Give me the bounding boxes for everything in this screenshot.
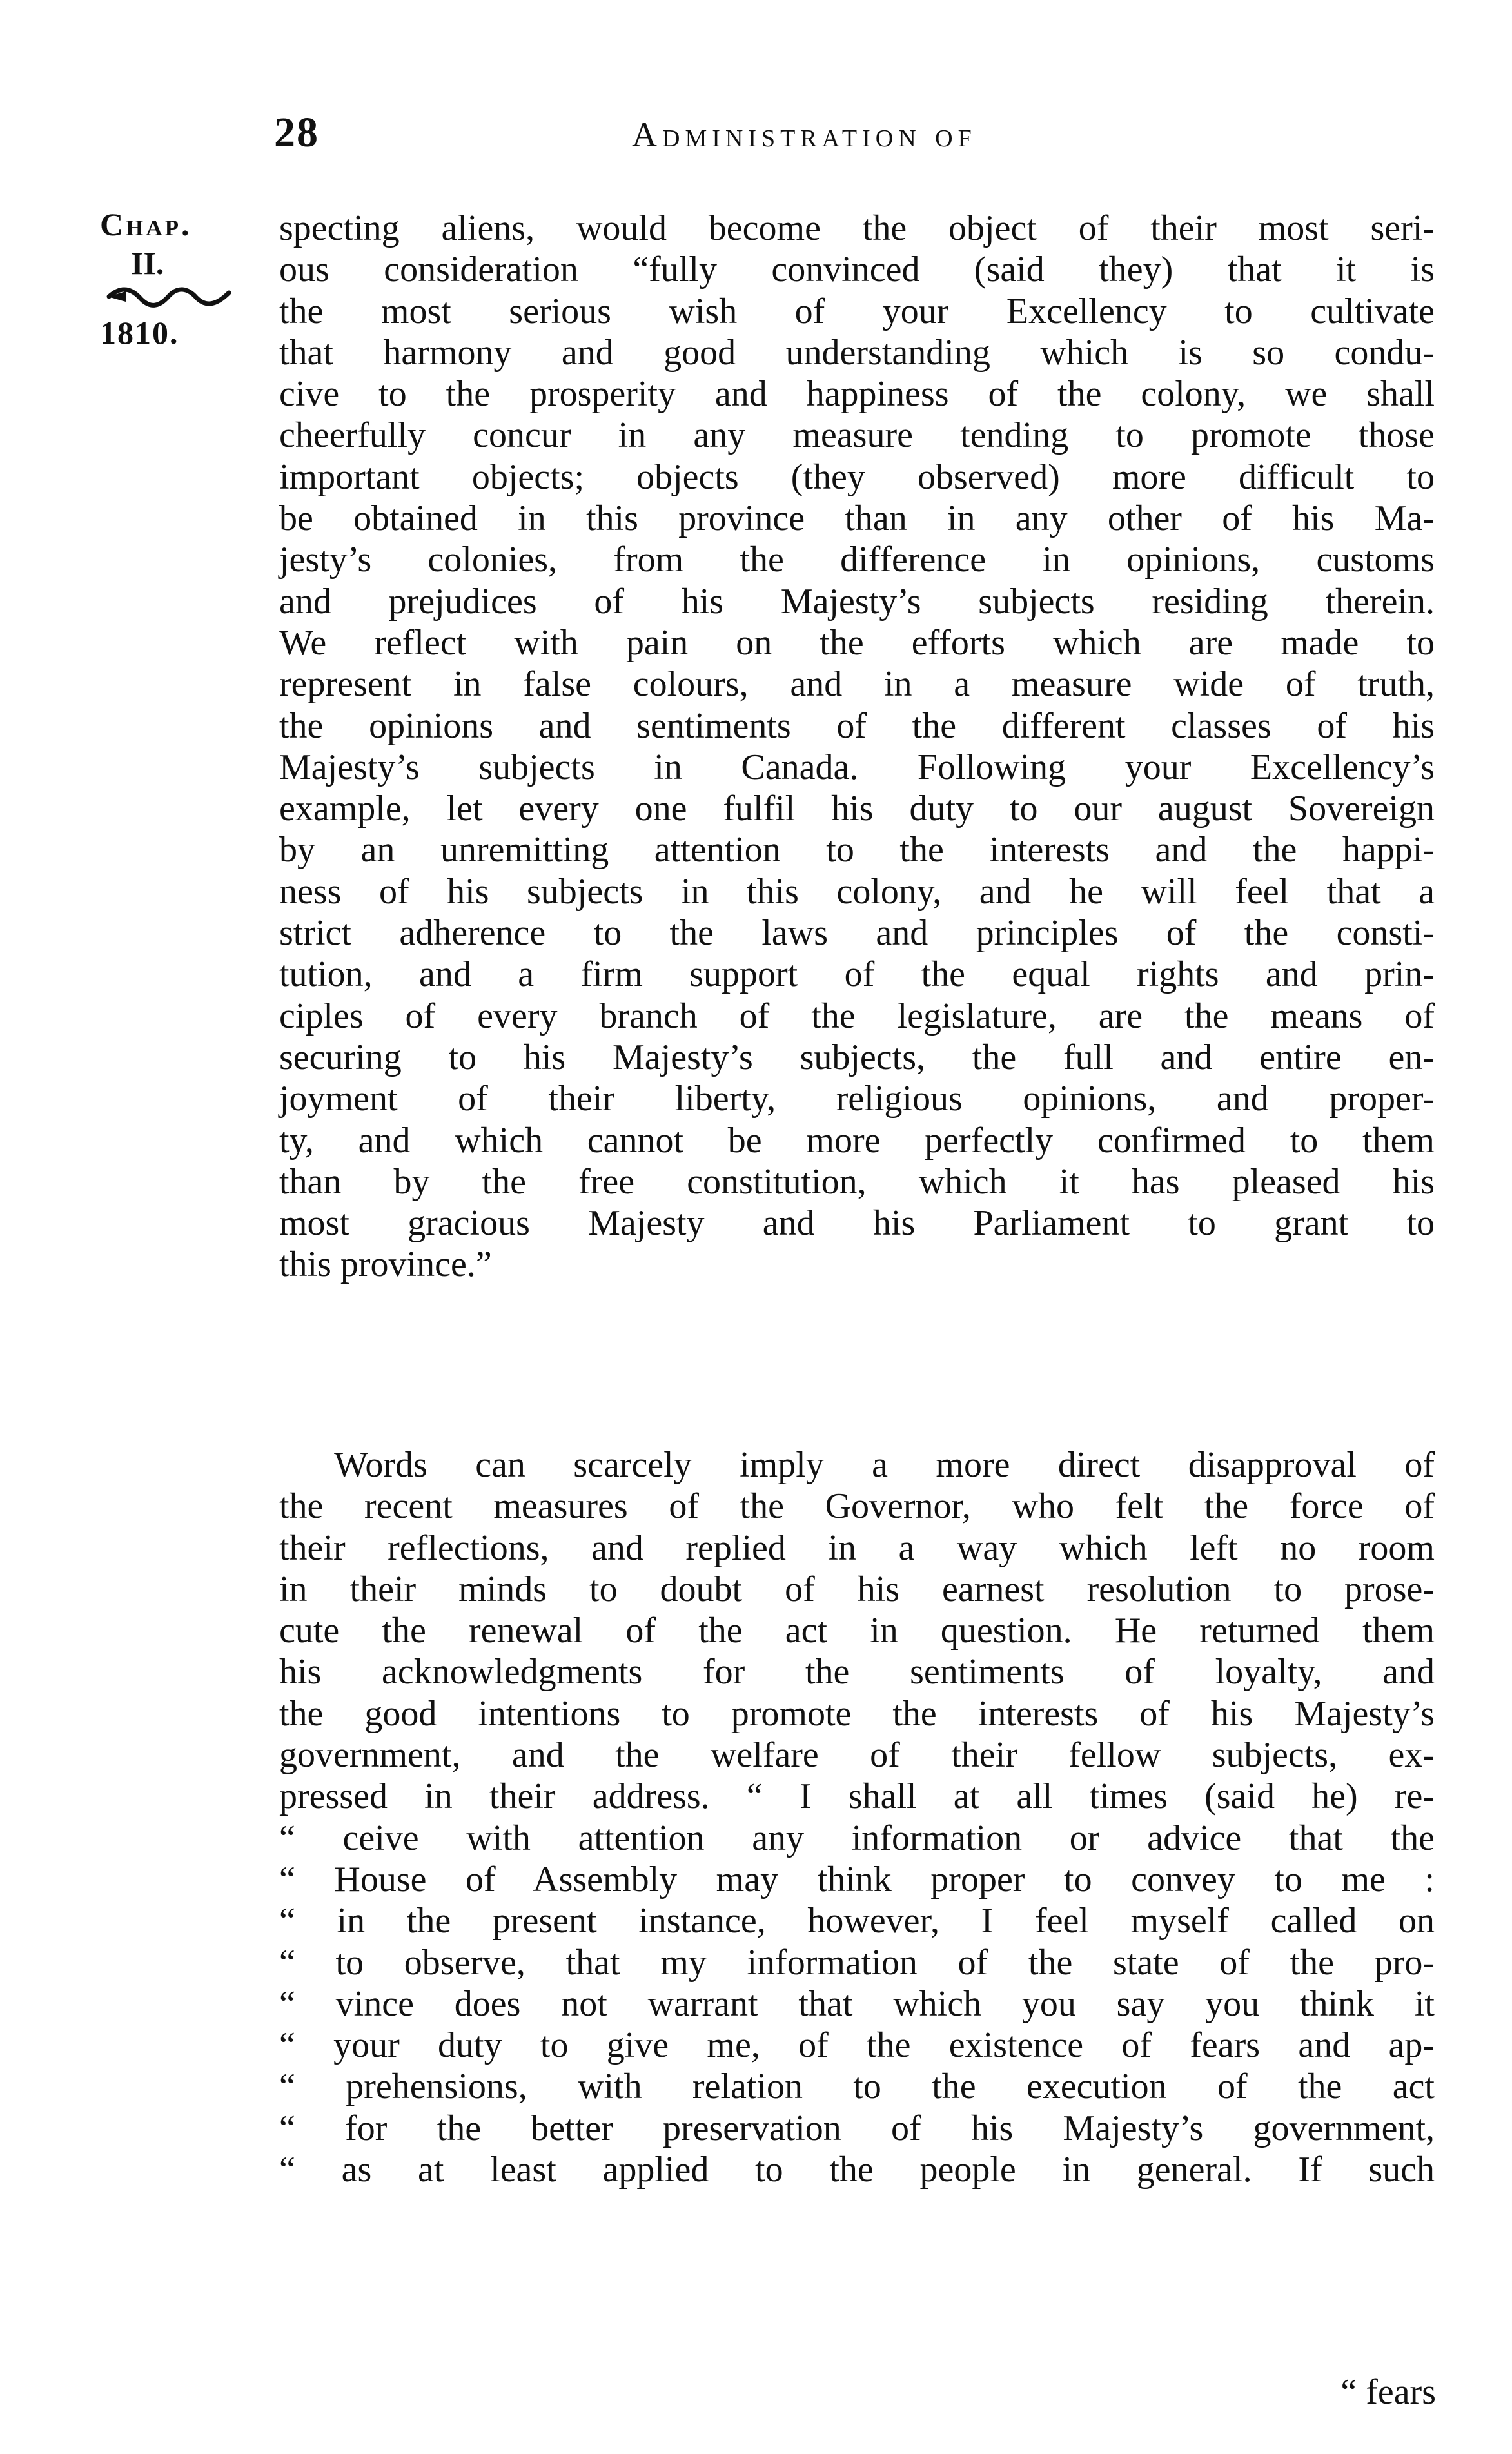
text-line: government, and the welfare of their fellow subjects, ex- <box>279 1735 1435 1776</box>
text-line: the most serious wish of your Excellency to cultivate <box>279 291 1435 331</box>
margin-note <box>100 205 268 352</box>
text-line: securing to his Majesty’s subjects, the full and entire en- <box>279 1037 1435 1077</box>
text-line: be obtained in this province than in any other of his Ma- <box>279 498 1435 539</box>
text-line: their reflections, and replied in a way which left no room <box>279 1527 1435 1568</box>
text-line: We reflect with pain on the efforts which are made to <box>279 622 1435 663</box>
text-line: his acknowledgments for the sentiments of loyalty, and <box>279 1652 1435 1693</box>
text-line: pressed in their address. “ I shall at all times (said he) re- <box>279 1776 1435 1817</box>
chapter-label: Chap. <box>100 206 192 242</box>
year-label: 1810. <box>100 315 179 351</box>
page-number: 28 <box>274 109 319 156</box>
text-line: “ as at least applied to the people in general. If such <box>279 2150 1435 2190</box>
text-line: represent in false colours, and in a measure wide of truth, <box>279 664 1435 705</box>
text-line: that harmony and good understanding which is so condu- <box>279 332 1435 373</box>
text-line: by an unremitting attention to the interests and the happi- <box>279 830 1435 870</box>
text-line: “ vince does not warrant that which you say you think it <box>279 1983 1435 2024</box>
text-line: and prejudices of his Majesty’s subjects residing therein. <box>279 581 1435 622</box>
paragraph-2 <box>279 1444 1435 2190</box>
text-line: jesty’s colonies, from the difference in opinions, customs <box>279 540 1435 580</box>
text-line: the opinions and sentiments of the different classes of his <box>279 705 1435 746</box>
text-line: ty, and which cannot be more perfectly confirmed to them <box>279 1120 1435 1161</box>
text-line: tution, and a firm support of the equal rights and prin- <box>279 954 1435 995</box>
text-line: “ House of Assembly may think proper to convey to me : <box>279 1859 1435 1899</box>
text-line: cive to the prosperity and happiness of the colony, we shall <box>279 374 1435 415</box>
text-line: ous consideration “fully convinced (said they) that it is <box>279 250 1435 290</box>
text-line: cheerfully concur in any measure tending to promote those <box>279 415 1435 456</box>
text-line: specting aliens, would become the object of their most seri- <box>279 208 1435 248</box>
catchword: “ fears <box>1340 2372 1436 2412</box>
text-line: cute the renewal of the act in question. He returned them <box>279 1611 1435 1651</box>
text-line: strict adherence to the laws and principles of the consti- <box>279 913 1435 954</box>
text-line: the good intentions to promote the interests of his Majesty’s <box>279 1693 1435 1734</box>
text-line: ciples of every branch of the legislature, are the means of <box>279 996 1435 1036</box>
text-line: than by the free constitution, which it has pleased his <box>279 1161 1435 1202</box>
text-line: “ ceive with attention any information or advice that the <box>279 1818 1435 1858</box>
text-line: Majesty’s subjects in Canada. Following your Excellency’s <box>279 747 1435 787</box>
text-line: “ your duty to give me, of the existence of fears and ap- <box>279 2025 1435 2066</box>
text-line: “ in the present instance, however, I feel myself called on <box>279 1901 1435 1941</box>
text-line: most gracious Majesty and his Parliament to grant to <box>279 1203 1435 1244</box>
text-line: this province.” <box>279 1244 492 1285</box>
text-line: in their minds to doubt of his earnest resolution to prose- <box>279 1569 1435 1609</box>
paragraph-1 <box>279 208 1435 1286</box>
text-line: “ prehensions, with relation to the execution of the act <box>279 2066 1435 2107</box>
text-line: joyment of their liberty, religious opinions, and proper- <box>279 1079 1435 1119</box>
text-line: ness of his subjects in this colony, and he will feel that a <box>279 871 1435 912</box>
text-line: important objects; objects (they observed) more difficult to <box>279 456 1435 497</box>
text-line: Words can scarcely imply a more direct disapproval of <box>334 1445 1435 1485</box>
text-line: “ for the better preservation of his Majesty’s government, <box>279 2108 1435 2148</box>
text-line: “ to observe, that my information of the state of the pro- <box>279 1942 1435 1983</box>
ornamental-rule-icon <box>106 282 232 312</box>
running-head: Administration of <box>632 115 977 154</box>
text-line: the recent measures of the Governor, who felt the force of <box>279 1486 1435 1527</box>
chapter-number: II. <box>131 245 164 281</box>
text-line: example, let every one fulfil his duty to our august Sovereign <box>279 789 1435 829</box>
